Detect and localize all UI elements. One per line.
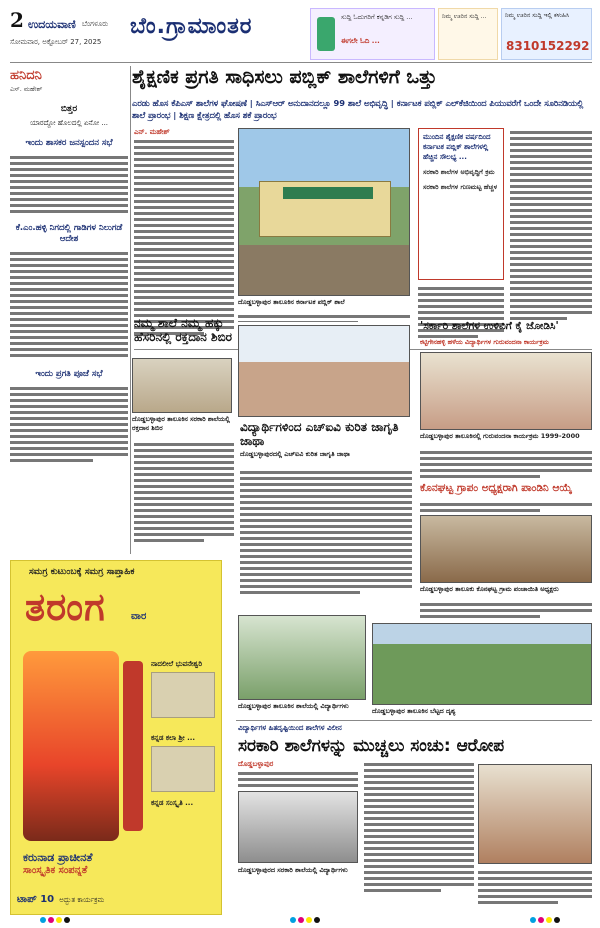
ad-band-line-1: ಕರುನಾಡ ಪ್ರಾಚೀನತೆ	[23, 851, 93, 864]
poem-text: ಯಾರದ್ದೋ ಹೊಲದಲ್ಲಿ ಏನೋ ...	[29, 119, 109, 127]
registration-dot	[554, 917, 560, 923]
ad-bottom-strip	[17, 887, 217, 911]
brief-headline-2: ಕೆ.ಎಂ.ಹಳ್ಳಿ ನಿಗದಲ್ಲಿ ಗಾಡಿಗಳ ನಿಲುಗಡೆ ಆದೇಶ	[15, 223, 123, 245]
ad-vertical-banner	[123, 661, 143, 831]
lead-quote-box	[418, 128, 504, 280]
ad-feature-2	[151, 731, 215, 792]
ad-strip-label: ಟಾಪ್ 10	[17, 894, 55, 905]
registration-dot	[530, 917, 536, 923]
brief-body-1	[10, 153, 128, 213]
paper-name: ಉದಯವಾಣಿ	[28, 18, 76, 31]
story5-body-top	[420, 500, 592, 512]
issue-date: ಸೋಮವಾರ, ಅಕ್ಟೋಬರ್ 27, 2025	[10, 38, 102, 46]
ad-feature-2-title: ಕನ್ನಡ ಕಲಾ ಶ್ರೀ ...	[151, 734, 196, 742]
story6-caption: ದೊಡ್ಡಬಳ್ಳಾಪುರ ತಾಲೂಕಿನ ಶಾಲೆಯಲ್ಲಿ ವಿದ್ಯಾರ್ಥಿಗಳು	[238, 702, 349, 710]
ad-bottom-band	[23, 851, 213, 879]
ad-3-phone: 8310152292	[506, 39, 590, 53]
masthead-ad-1[interactable]	[310, 8, 435, 60]
brief-headline-1: ಇಂದು ಶಾಸಕರ ಜನಸ್ಪಂದನ ಸಭೆ	[25, 138, 113, 149]
brief-body-2	[10, 249, 128, 359]
story5-photo[interactable]	[420, 515, 592, 583]
ad-3-text: ನಿಮ್ಮ ಊರಿನ ಸುದ್ದಿ ಇಲ್ಲಿ ಕಳುಹಿಸಿ	[505, 12, 570, 19]
lead-headline[interactable]: ಶೈಕ್ಷಣಿಕ ಪ್ರಗತಿ ಸಾಧಿಸಲು ಪಬ್ಲಿಕ್ ಶಾಲೆಗಳಿಗೆ ಒತ್ತು	[132, 66, 437, 88]
goddess-illustration	[23, 651, 119, 841]
ad-feature-1-title: ನಾದಲೀಲೆ ಭುವನೇಶ್ವರಿ	[151, 660, 203, 668]
story4-photo[interactable]	[420, 352, 592, 430]
bottom-body-col-2	[364, 760, 474, 910]
registration-dot	[64, 917, 70, 923]
story3-body	[240, 468, 412, 608]
registration-dot	[314, 917, 320, 923]
column-divider	[130, 66, 131, 554]
bottom-headline[interactable]: ಸರಕಾರಿ ಶಾಲೆಗಳನ್ನು ಮುಚ್ಚಲು ಸಂಚು: ಆರೋಪ	[238, 736, 505, 756]
lead-subhead: ಎರಡು ಹೊಸ ಕೆಪಿಎಸ್ ಶಾಲೆಗಳ ಘೋಷಣೆ | ಸಿಎಸ್‌ಆರ್ ಅನುದಾನದಲ್ಲೂ 99 ಶಾಲೆ ಅಭಿವೃದ್ಧಿ | ಕರ್ನಾಟಕ ಪಬ್ಲಿಕ್ ಎಲ್‌ಕೆಜಿಯಿಂದ ಪಿಯುವರೆಗೆ ಒಂದೇ ಸೂರಿನಡಿಯಲ್ಲಿ ಶಾಲೆ ಪ್ರಾರಂಭ | ಶಿಕ್ಷಣ ಕ್ಷೇತ್ರದಲ್ಲಿ ಹೊಸ ಶಕೆ ಪ್ರಾರಂಭ	[132, 98, 584, 121]
tharanga-ad[interactable]	[10, 560, 222, 915]
poem-title: ಬಿತ್ತರ	[60, 104, 78, 114]
ad-band-line-2: ಸಾಂಸ್ಕೃತಿಕ ಸಂಪನ್ನತೆ	[23, 865, 88, 876]
column-logo: ಹನಿದನಿ	[10, 68, 42, 83]
masthead-left	[10, 8, 125, 60]
masthead-ad-2[interactable]	[438, 8, 498, 60]
bottom-divider	[236, 720, 592, 721]
bottom-photo-1[interactable]	[238, 791, 358, 863]
story4-caption: ದೊಡ್ಡಬಳ್ಳಾಪುರ ತಾಲೂಕಿನಲ್ಲಿ ಗುರುವಂದನಾ ಕಾರ್ಯಕ್ರಮ 1999-2000	[420, 432, 580, 440]
story4-body	[420, 448, 592, 478]
story5-caption: ದೊಡ್ಡಬಳ್ಳಾಪುರ ತಾಲೂಕು ಕೊನಘಟ್ಟ ಗ್ರಾಮ ಪಂಚಾಯಿತಿ ಅಧ್ಯಕ್ಷರು	[420, 585, 559, 593]
section-title: ಬೆಂ.ಗ್ರಾಮಾಂತರ	[130, 14, 253, 39]
ad-feature-3-title: ಕನ್ನಡ ಸಂಸ್ಕೃತಿ ...	[151, 799, 194, 807]
lead-body-col-4	[418, 284, 504, 344]
left-column	[10, 68, 128, 553]
masthead-divider	[10, 62, 592, 63]
ad-feature-1	[151, 657, 215, 718]
page-number: 2	[10, 8, 24, 32]
ad-feature-1-photo	[151, 672, 215, 718]
ad-week-label: ವಾರ	[131, 611, 147, 622]
ad-strip-text: ಅದ್ಭುತ ಕಾರ್ಯಕ್ರಮ	[59, 896, 105, 904]
registration-dot	[290, 917, 296, 923]
masthead-ad-3[interactable]	[501, 8, 592, 60]
story6-photo[interactable]	[238, 615, 366, 700]
lead-quote: ಮುಂದಿನ ಶೈಕ್ಷಣಿಕ ವರ್ಷದಿಂದ ಕರ್ನಾಟಕ ಪಬ್ಲಿಕ್ ಶಾಲೆಗಳಲ್ಲಿ ಹೆಚ್ಚಿನ ಸೌಲಭ್ಯ ...	[423, 133, 491, 161]
bottom-body-col-1	[238, 760, 358, 788]
bottom-body-col-3	[478, 868, 592, 910]
story7-caption: ದೊಡ್ಡಬಳ್ಳಾಪುರ ತಾಲೂಕಿನ ಬೆಟ್ಟದ ದೃಶ್ಯ	[372, 707, 456, 715]
ad-feature-2-photo	[151, 746, 215, 792]
registration-dot	[56, 917, 62, 923]
ad-line-1: ಸುದ್ದಿ ಓದುಗರಿಗೆ ಕನ್ನಡಿಗ ಸುದ್ದಿ ...	[341, 13, 413, 21]
story5-body	[420, 600, 592, 620]
bottom-kicker: ವಿದ್ಯಾರ್ಥಿಗಳ ಹಿತದೃಷ್ಟಿಯಿಂದ ಶಾಲೆಗಳ ವಿಲೀನ	[238, 724, 342, 732]
lead-body-col-1	[134, 128, 234, 346]
edition-city: ಬೆಂಗಳೂರು	[82, 20, 109, 28]
story2-body	[134, 440, 234, 550]
registration-dot	[538, 917, 544, 923]
story2-photo[interactable]	[132, 358, 232, 413]
lead-photo-caption: ದೊಡ್ಡಬಳ್ಳಾಪುರ ತಾಲೂಕಿನ ಕರ್ನಾಟಕ ಪಬ್ಲಿಕ್ ಶಾಲೆ	[238, 298, 345, 306]
story4-subhead: ಕಟ್ಟಿಗೇನಹಳ್ಳಿ ಹಳೆಯ ವಿದ್ಯಾರ್ಥಿಗಳ ಗುರುವಂದನಾ ಕಾರ್ಯಕ್ರಮ	[420, 338, 549, 346]
registration-dot	[48, 917, 54, 923]
bottom-caption: ದೊಡ್ಡಬಳ್ಳಾಪುರದ ಸರಕಾರಿ ಶಾಲೆಯಲ್ಲಿ ವಿದ್ಯಾರ್ಥಿಗಳು	[238, 866, 348, 874]
bottom-photo-2[interactable]	[478, 764, 592, 864]
registration-dot	[546, 917, 552, 923]
story5-headline[interactable]: ಕೊನಘಟ್ಟ ಗ್ರಾಪಂ ಅಧ್ಯಕ್ಷರಾಗಿ ಪಾಂಡಿನಿ ಆಯ್ಕೆ	[420, 482, 573, 494]
ad-2-text: ನಿಮ್ಮ ಊರಿನ ಸುದ್ದಿ ...	[442, 13, 487, 20]
story2-caption: ದೊಡ್ಡಬಳ್ಳಾಪುರ ತಾಲೂಕಿನ ಸರಕಾರಿ ಶಾಲೆಯಲ್ಲಿ ರಕ್ತದಾನ ಶಿಬಿರ	[132, 415, 230, 432]
brief-headline-3: ಇಂದು ಪ್ರಗತಿ ಪೂಜೆ ಸಭೆ	[35, 369, 103, 380]
ad-logo: ತರಂಗ	[25, 585, 106, 629]
ad-line-2: ಈಗಲೇ ಓದಿ ...	[341, 37, 380, 45]
story3-caption: ದೊಡ್ಡಬಳ್ಳಾಪುರದಲ್ಲಿ ಎಚ್‌ಐವಿ ಕುರಿತ ಜಾಗೃತಿ ಜಾಥಾ	[240, 450, 350, 458]
bottom-byline: ದೊಡ್ಡಬಳ್ಳಾಪುರ	[238, 760, 274, 768]
quote-bullet-2: ಸರಕಾರಿ ಶಾಲೆಗಳ ಗುಣಮಟ್ಟ ಹೆಚ್ಚಳ	[423, 183, 498, 192]
registration-dot	[298, 917, 304, 923]
registration-dot	[40, 917, 46, 923]
lead-byline: ಎನ್. ಮಹೇಶ್	[134, 128, 170, 136]
story3-photo[interactable]	[238, 325, 410, 417]
phone-icon	[317, 17, 335, 51]
ad-feature-3	[151, 796, 215, 808]
masthead	[10, 8, 592, 60]
quote-bullet-1: ಸರಕಾರಿ ಶಾಲೆಗಳ ಅಭಿವೃದ್ಧಿಗೆ ಕ್ರಮ	[423, 168, 495, 177]
lead-body-col-3	[510, 128, 592, 343]
column-author: ಎಸ್. ಮಹೇಶ್	[10, 85, 43, 93]
school-signboard	[283, 187, 373, 199]
lead-body-col-2	[238, 312, 410, 322]
print-registration-strip	[0, 915, 600, 925]
story3-headline[interactable]: ವಿದ್ಯಾರ್ಥಿಗಳಿಂದ ಎಚ್‌ಐವಿ ಕುರಿತ ಜಾಗೃತಿ ಜಾಥಾ	[240, 420, 399, 449]
story4-headline[interactable]: 'ಸರ್ಕಾರಿ ಶಾಲೆಗಳ ಉಳಿವಿಗೆ ಕೈ ಜೋಡಿಸಿ'	[420, 320, 559, 332]
story2-headline[interactable]: ನಮ್ಮ ಶಾಲೆ ನಮ್ಮ ಹಕ್ಕು ಹೆಸರಿನಲ್ಲಿ ರಕ್ತದಾನ ಶಿಬಿರ	[134, 316, 233, 345]
brief-body-3	[10, 384, 128, 464]
lead-photo-school[interactable]	[238, 128, 410, 296]
ad-tagline: ಸಮಗ್ರ ಕುಟುಂಬಕ್ಕೆ ಸಮಗ್ರ ಸಾಪ್ತಾಹಿಕ	[29, 567, 135, 577]
story7-photo[interactable]	[372, 623, 592, 705]
registration-dot	[306, 917, 312, 923]
